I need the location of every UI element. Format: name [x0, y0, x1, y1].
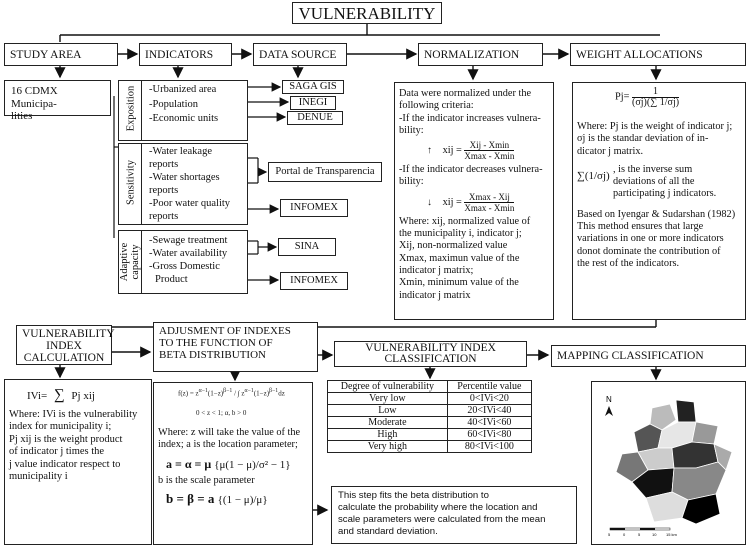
- norm-where-1: Where: xij, normalized value of: [399, 215, 531, 227]
- beta-note-4: and standard deviation.: [338, 526, 438, 537]
- table-cell: 20<IVi<40: [447, 405, 531, 417]
- adaptive-item-2: -Water availability: [149, 248, 228, 259]
- beta-beta-formula: b = β = a {(1 − μ)/μ}: [166, 491, 268, 507]
- vuln-formula: [27, 389, 147, 403]
- sensitivity-item-2: -Water shortages: [149, 172, 220, 183]
- table-row: [328, 405, 532, 417]
- formula-2-num: Xmax - Xij: [464, 192, 514, 203]
- scale-label: 15 km: [666, 532, 677, 537]
- beta-note-3: scale parameters were calculated from the mean: [338, 514, 546, 525]
- sensitivity-item-1: -Water leakage: [149, 146, 212, 157]
- vuln-where-3: Pj xij is the weight product: [9, 433, 123, 445]
- norm-where-3: Xij, non-normalized value: [399, 240, 508, 252]
- vuln-formula-lhs: IVi=: [27, 390, 48, 402]
- exposition-item-urbanized: -Urbanized area: [149, 84, 217, 95]
- weight-based-5: the rest of the indicators.: [577, 257, 680, 269]
- formula-1-lhs: xij =: [442, 145, 462, 157]
- weight-allocations-header: WEIGHT ALLOCATIONS: [570, 43, 746, 66]
- sensitivity-item-3b: reports: [149, 211, 179, 222]
- beta-scale-label: b is the scale parameter: [158, 474, 255, 486]
- weight-based-1: Based on Iyengar & Sudarshan (1982): [577, 208, 736, 220]
- table-cell: Very high: [328, 441, 448, 453]
- weight-inverse-3: participating j indicators.: [613, 188, 717, 200]
- study-area-header: STUDY AREA: [4, 43, 118, 66]
- table-cell: High: [328, 429, 448, 441]
- north-label: N: [606, 395, 612, 404]
- normalization-box: [394, 82, 554, 320]
- beta-adjustment-header: [153, 322, 318, 372]
- adaptive-item-3: -Gross Domestic: [149, 261, 220, 272]
- classif-h1: VULNERABILITY INDEX: [365, 342, 496, 354]
- sensitivity-group: [118, 143, 248, 225]
- vuln-where-5: j value indicator respect to: [9, 458, 121, 470]
- table-cell: Very low: [328, 393, 448, 405]
- map-region: [646, 492, 688, 522]
- exposition-item-economic: -Economic units: [149, 113, 219, 124]
- scale-label: 10: [652, 532, 657, 537]
- beta-note-box: [331, 486, 577, 544]
- up-arrow-icon: ↑: [427, 145, 432, 157]
- beta-beta-lhs: b = β = a: [166, 491, 215, 507]
- classification-header: [334, 341, 527, 367]
- table-cell: Moderate: [328, 417, 448, 429]
- adaptive-label-2: capacity: [130, 244, 141, 280]
- norm-intro-2: following criteria:: [399, 100, 474, 112]
- vuln-where-2: index for municipality i;: [9, 421, 112, 432]
- source-infomex-1: INFOMEX: [280, 199, 348, 217]
- beta-where-2: index; a is the location parameter;: [158, 439, 298, 451]
- source-saga-gis: SAGA GIS: [282, 80, 344, 94]
- table-row: [328, 417, 532, 429]
- norm-intro-3: -If the indicator increases vulnera-: [399, 112, 541, 124]
- weight-based-2: This method ensures that large: [577, 221, 704, 233]
- norm-where-7: indicator j matrix: [399, 289, 471, 301]
- table-header: Degree of vulnerability: [328, 381, 448, 393]
- scale-label: 0: [623, 532, 626, 537]
- formula-2-den: Xmax - Xmin: [464, 202, 515, 213]
- classif-h2: CLASSIFICATION: [384, 353, 477, 365]
- map-box: [591, 381, 746, 545]
- vuln-calc-h3: CALCULATION: [23, 352, 105, 364]
- norm-decrease-2: bility:: [399, 176, 424, 188]
- weight-inverse-1: , is the inverse sum: [613, 163, 693, 175]
- classification-table: [327, 380, 532, 453]
- vulnerability-calc-box: [4, 379, 152, 545]
- sensitivity-item-2b: reports: [149, 185, 179, 196]
- adaptive-item-3b: Product: [155, 274, 188, 285]
- vuln-where-4: of indicator j times the: [9, 446, 105, 457]
- norm-where-4: Xmax, maximun value of the: [399, 252, 520, 264]
- mapping-header: MAPPING CLASSIFICATION: [551, 345, 746, 367]
- sensitivity-label: Sensitivity: [125, 160, 137, 205]
- indicators-header: INDICATORS: [139, 43, 232, 66]
- weight-based-4: donot dominate the contribution of: [577, 245, 721, 257]
- map-region: [672, 462, 726, 500]
- study-area-line-2: lities: [11, 110, 33, 122]
- vulnerability-calc-header: [16, 325, 115, 365]
- vuln-where-6: municipality i: [9, 471, 68, 482]
- north-arrow-icon: [605, 395, 613, 416]
- vuln-calc-h1: VULNERABILITY: [22, 328, 115, 340]
- adaptive-label-1: Adaptive: [119, 242, 130, 282]
- table-cell: 80<IVi<100: [447, 441, 531, 453]
- classification-table-wrap: [327, 380, 532, 453]
- weight-allocations-box: [572, 82, 746, 320]
- adjust-h2: TO THE FUNCTION OF: [159, 337, 273, 349]
- weight-formula-num: 1: [632, 87, 679, 98]
- weight-where-1: Where: Pj is the weight of indicator j;: [577, 121, 733, 132]
- weight-based-3: variations in one or more indicators: [577, 233, 724, 245]
- normalization-header: NORMALIZATION: [418, 43, 543, 66]
- formula-1-den: Xmax - Xmin: [464, 151, 515, 162]
- exposition-item-population: -Population: [149, 98, 198, 110]
- study-area-box: [4, 80, 111, 122]
- vuln-formula-rhs: Pj xij: [71, 390, 95, 402]
- norm-where-6: Xmin, minimum value of the: [399, 277, 519, 289]
- beta-distribution-box: [153, 382, 313, 545]
- weight-formula-den: (σj)(∑ 1/σj): [631, 97, 680, 108]
- sum-symbol-icon: ∑: [53, 387, 65, 403]
- map-region: [676, 400, 696, 422]
- source-inegi: INEGI: [290, 96, 336, 110]
- table-cell: 40<IVi<60: [447, 417, 531, 429]
- adaptive-capacity-group: [118, 230, 248, 294]
- weight-where-2: σj is the standar deviation of in-: [577, 133, 709, 145]
- formula-2-lhs: xij =: [442, 196, 462, 208]
- table-row: [328, 429, 532, 441]
- beta-pdf-formula: $f(z) = z^{\alpha-1}(1-z)^{\beta-1}$ / ∫ $z^{\alpha-1}(1-z)^{\beta-1}dz$ 0 < z < 1; α, b > 0: [178, 388, 285, 418]
- norm-intro-4: bility:: [399, 124, 424, 136]
- source-portal-transparencia: Portal de Transparencia: [268, 162, 382, 182]
- norm-decrease-1: -If the indicator decreases vulnera-: [399, 164, 543, 176]
- sensitivity-item-1b: reports: [149, 159, 179, 170]
- title-box: VULNERABILITY: [292, 2, 442, 24]
- table-cell: 0<IVi<20: [447, 393, 531, 405]
- table-cell: Low: [328, 405, 448, 417]
- adaptive-label: [119, 229, 141, 295]
- scale-bar: [608, 528, 678, 537]
- adjust-h1: ADJUSMENT OF INDEXES: [159, 325, 291, 337]
- weight-formula-lhs: Pj=: [615, 91, 630, 103]
- table-header: Percentile value: [447, 381, 531, 393]
- adaptive-item-1: -Sewage treatment: [149, 235, 228, 246]
- table-cell: 60<IVi<80: [447, 429, 531, 441]
- exposition-label: Exposition: [125, 85, 137, 132]
- vuln-calc-h2: INDEX: [46, 340, 82, 352]
- table-row: [328, 393, 532, 405]
- beta-note-2: calculate the probability where the location and: [338, 502, 538, 513]
- scale-label: 5: [638, 532, 641, 537]
- norm-where-2: the municipality i, indicator j;: [399, 228, 522, 240]
- beta-alpha-lhs: a = α = μ: [166, 456, 212, 471]
- weight-where-3: dicator j matrix.: [577, 145, 644, 157]
- weight-inverse-2: deviations of all the: [613, 176, 695, 188]
- beta-where-1: Where: z will take the value of the: [158, 427, 301, 438]
- source-denue: DENUE: [287, 111, 343, 125]
- down-arrow-icon: ↓: [427, 196, 432, 208]
- source-sina: SINA: [278, 238, 336, 256]
- adjust-h3: BETA DISTRIBUTION: [159, 349, 266, 361]
- weight-formula: [615, 87, 741, 121]
- formula-1-num: Xij - Xmin: [464, 140, 514, 151]
- beta-note-1: This step fits the beta distribution to: [338, 490, 489, 501]
- data-source-header: DATA SOURCE: [253, 43, 347, 66]
- source-infomex-2: INFOMEX: [280, 272, 348, 290]
- beta-alpha-formula: a = α = μ {μ(1 − μ)/σ² − 1}: [166, 456, 291, 471]
- inverse-sum-symbol: ∑(1/σj): [577, 169, 610, 182]
- norm-intro-1: Data were normalized under the: [399, 88, 532, 99]
- scale-label: 5: [608, 532, 611, 537]
- norm-formula-increase: [427, 140, 549, 161]
- norm-formula-decrease: [427, 192, 549, 213]
- sensitivity-item-3: -Poor water quality: [149, 198, 231, 209]
- exposition-group: [118, 80, 248, 141]
- vuln-where-1: Where: IVi is the vulnerability: [9, 408, 138, 420]
- map-region: [692, 422, 718, 444]
- norm-where-5: indicator j matrix;: [399, 264, 474, 276]
- study-area-line-1: 16 CDMX Municipa-: [11, 85, 58, 110]
- cdmx-map: [592, 382, 746, 545]
- table-row: [328, 441, 532, 453]
